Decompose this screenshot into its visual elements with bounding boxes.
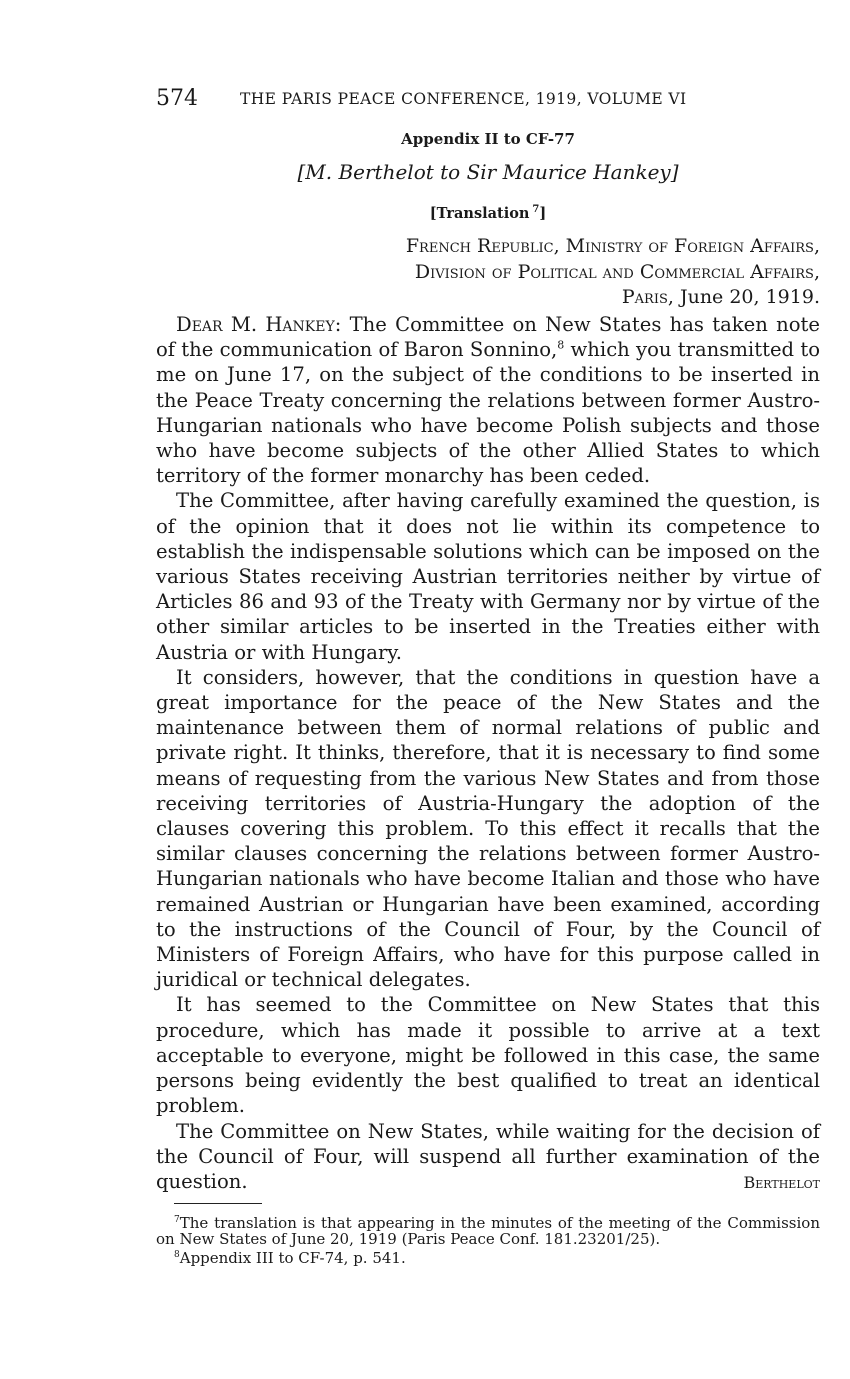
paragraph-5: The Committee on New States, while waiting for the decision of the Council of Four, will suspend all further examination of the question. [156, 1119, 820, 1193]
heading-division: Division of Political and Commercial Affairs, [414, 260, 820, 283]
translation-note [156, 204, 820, 222]
footnote-ref-7: 7 [532, 204, 540, 215]
salutation: Dear M. Hankey: [176, 313, 342, 336]
paragraph-3: It considers, however, that the conditions in question have a great importance for the peace of the New States and the maintenance between them of normal relations of public and private right. It thinks, therefore, that it is necessary to find some means of requesting from the various New States and from those receiving territories of Austria-Hungary the adoption of the clauses covering this problem. To this effect it recalls that the similar clauses concerning the relations between former Austro-Hungarian nationals who have become Italian and those who have remained Austrian or Hungarian have been examined, according to the instructions of the Council of Four, by the Council of Ministers of Foreign Affairs, who have for this purpose called in juridical or technical delegates. [156, 665, 820, 992]
appendix-label: Appendix II to CF-77 [401, 130, 575, 148]
footnote-7-text: The translation is that appearing in the minutes of the meeting of the Commission on New States of June 20, 1919 (Paris Peace Conf. 181.23201/25). [156, 1214, 820, 1248]
heading-place-date [156, 285, 820, 311]
running-title: THE PARIS PEACE CONFERENCE, 1919, VOLUME VI [240, 90, 687, 108]
translation-note-text: [Translation [429, 204, 530, 222]
paragraph-4: It has seemed to the Committee on New States that this procedure, which has made it possible to arrive at a text acceptable to everyone, might be followed in this case, the same persons being evidently the best qualified to treat an identical problem. [156, 993, 820, 1118]
signature: Berthelot [743, 1173, 820, 1192]
paragraph-1-text-a: The Committee on New States has taken note of the communication of Baron Sonnino, [156, 313, 820, 362]
footnote-mark-7: 7 [174, 1215, 180, 1225]
footnote-8-text: Appendix III to CF-74, p. 541. [179, 1249, 406, 1267]
heading-place: Paris, [621, 286, 674, 308]
translation-note-close: ] [539, 204, 547, 222]
paragraph-1-text-b: which you transmitted to me on June 17, on the subject of the conditions to be inserted in the Peace Treaty concerning the relations between former Austro-Hungarian nationals who have become Polish subjects and those who have become subjects of the other Allied States to which territory of the former monarchy has been ceded. [156, 338, 820, 488]
paragraph-2: The Committee, after having carefully examined the question, is of the opinion that it does not lie within its competence to establish the indispensable solutions which can be imposed on the various States receiving Austrian territories neither by virtue of Articles 86 and 93 of the Treaty with Germany nor by virtue of the other similar articles to be inserted in the Treaties either with Austria or with Hungary. [156, 489, 820, 664]
heading-ministry: French Republic, Ministry of Foreign Affairs, [405, 235, 820, 257]
heading-date: June 20, 1919. [679, 286, 820, 308]
paragraph-1 [156, 312, 820, 488]
letter-heading [156, 234, 820, 311]
footnote-divider [174, 1203, 262, 1204]
footnote-7 [156, 1212, 820, 1247]
page-number: 574 [156, 86, 198, 111]
footnotes [156, 1212, 820, 1266]
document-title: [M. Berthelot to Sir Maurice Hankey] [297, 160, 679, 184]
letter-body [156, 312, 820, 1194]
footnote-ref-8: 8 [557, 338, 565, 352]
footnote-8 [156, 1247, 820, 1266]
running-head [156, 86, 820, 112]
footnote-mark-8: 8 [174, 1250, 180, 1260]
